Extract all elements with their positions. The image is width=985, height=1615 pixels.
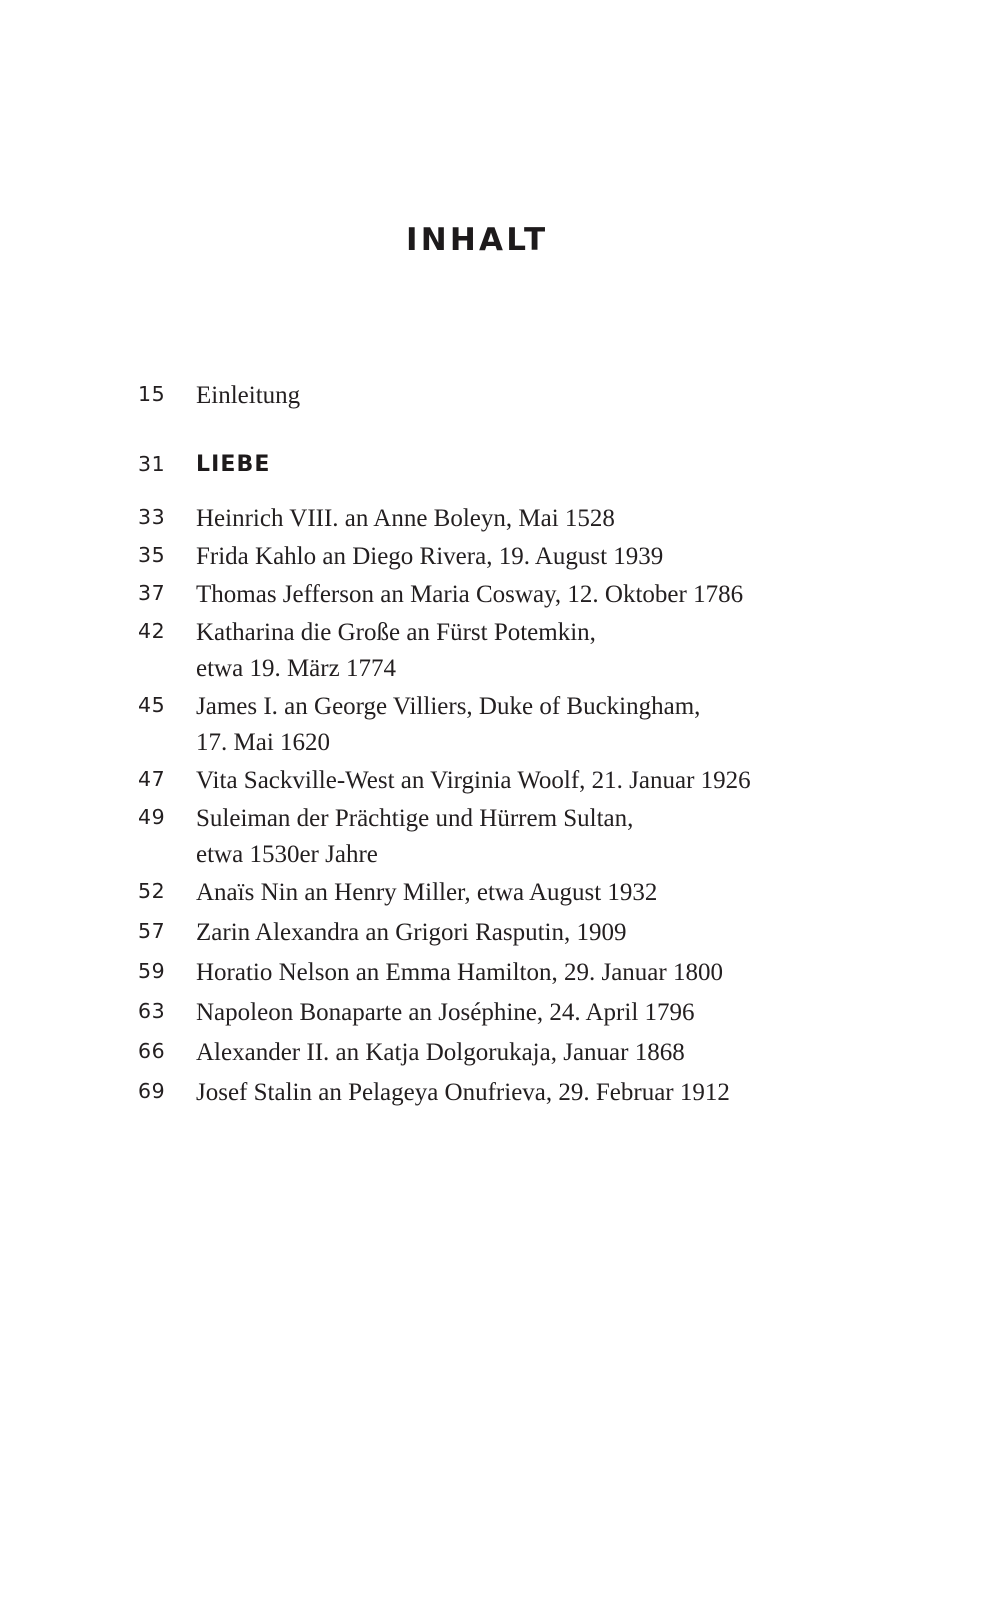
page-title: INHALT	[406, 222, 549, 258]
toc-entry-row[interactable]	[138, 615, 868, 687]
toc-entry-line-1: Frida Kahlo an Diego Rivera, 19. August 1939	[196, 542, 664, 570]
toc-entry-line-1: Anaïs Nin an Henry Miller, etwa August 1932	[196, 878, 658, 906]
toc-entry-line-1: Einleitung	[196, 382, 301, 409]
toc-entry-line-1: Alexander II. an Katja Dolgorukaja, Januar 1868	[196, 1038, 685, 1066]
toc-entry-row[interactable]	[138, 1035, 868, 1071]
toc-entry-label	[196, 995, 868, 1031]
toc-entry-row[interactable]	[138, 689, 868, 761]
toc-page-number: 42	[138, 618, 166, 643]
toc-entry-line-1: Katharina die Große an Fürst Potemkin,	[196, 618, 596, 646]
toc-entry-label	[196, 955, 868, 991]
toc-entry-line-1: LIEBE	[196, 452, 271, 477]
toc-page-number: 33	[138, 504, 166, 529]
toc-entry-row[interactable]	[138, 875, 868, 911]
toc-section-row[interactable]	[138, 448, 868, 481]
toc-entry-label	[196, 763, 868, 799]
toc-entry-label	[196, 875, 868, 911]
toc-entry-line-1: Napoleon Bonaparte an Joséphine, 24. April 1796	[196, 998, 695, 1026]
toc-entry-row[interactable]	[138, 955, 868, 991]
toc-page-number: 31	[138, 452, 166, 476]
toc-entry-line-2: etwa 19. März 1774	[196, 654, 396, 682]
toc-page-number: 15	[138, 382, 166, 406]
toc-entry-line-1: James I. an George Villiers, Duke of Buckingham,	[196, 692, 701, 720]
toc-page-number: 57	[138, 918, 166, 943]
toc-entry-label	[196, 577, 868, 613]
toc-page-number: 35	[138, 542, 166, 567]
toc-page-number: 49	[138, 804, 166, 829]
toc-entry-label	[196, 689, 868, 761]
toc-entry-label	[196, 378, 868, 414]
toc-page-number: 63	[138, 998, 166, 1023]
toc-entry-line-1: Vita Sackville-West an Virginia Woolf, 21. Januar 1926	[196, 766, 751, 794]
toc-entry-row[interactable]	[138, 763, 868, 799]
toc-entry-label	[196, 501, 868, 537]
toc-entry-row[interactable]	[138, 378, 868, 414]
toc-entry-line-1: Suleiman der Prächtige und Hürrem Sultan,	[196, 804, 634, 832]
toc-entry-row[interactable]	[138, 539, 868, 575]
toc-entry-line-1: Zarin Alexandra an Grigori Rasputin, 1909	[196, 918, 627, 946]
toc-entry-label	[196, 539, 868, 575]
toc-entry-row[interactable]	[138, 915, 868, 951]
toc-entry-row[interactable]	[138, 995, 868, 1031]
toc-entry-row[interactable]	[138, 501, 868, 537]
toc-entry-line-2: 17. Mai 1620	[196, 728, 331, 756]
toc-entry-line-1: Horatio Nelson an Emma Hamilton, 29. Januar 1800	[196, 958, 723, 986]
toc-entry-label	[196, 801, 868, 873]
table-of-contents-list	[138, 378, 868, 1115]
toc-entry-line-1: Heinrich VIII. an Anne Boleyn, Mai 1528	[196, 504, 615, 532]
toc-entry-line-1: Josef Stalin an Pelageya Onufrieva, 29. Februar 1912	[196, 1078, 730, 1106]
toc-page-number: 37	[138, 580, 166, 605]
toc-page-number: 52	[138, 878, 166, 903]
toc-entry-label	[196, 448, 868, 481]
toc-entry-label	[196, 615, 868, 687]
toc-entry-label	[196, 1035, 868, 1071]
toc-entry-line-2: etwa 1530er Jahre	[196, 840, 378, 868]
toc-entry-row[interactable]	[138, 801, 868, 873]
toc-page-number: 59	[138, 958, 166, 983]
toc-page-number: 45	[138, 692, 166, 717]
toc-entry-label	[196, 1075, 868, 1111]
toc-entry-line-1: Thomas Jefferson an Maria Cosway, 12. Oktober 1786	[196, 580, 744, 608]
toc-page-number: 66	[138, 1038, 166, 1063]
toc-entry-row[interactable]	[138, 1075, 868, 1111]
toc-entry-row[interactable]	[138, 577, 868, 613]
toc-page-number: 69	[138, 1078, 166, 1103]
toc-entry-label	[196, 915, 868, 951]
toc-page-number: 47	[138, 766, 166, 791]
